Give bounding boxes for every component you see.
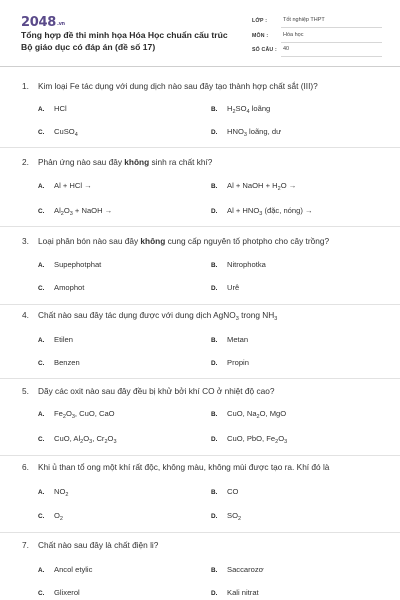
question-divider	[0, 304, 400, 305]
answer-option-d[interactable]	[211, 206, 313, 215]
text-segment: CuO, PbO, Fe	[227, 434, 276, 443]
meta-class	[252, 17, 382, 29]
option-letter: D.	[211, 436, 218, 443]
option-letter: B.	[211, 183, 218, 190]
text-segment: O	[278, 434, 285, 443]
meta-underline	[281, 27, 382, 28]
option-letter: D.	[211, 129, 218, 136]
text-segment: CO	[227, 487, 239, 496]
answer-option-a[interactable]	[38, 565, 92, 574]
meta-label: SỐ CÂU :	[252, 47, 277, 53]
answer-option-a[interactable]	[38, 104, 67, 113]
text-segment: O, MgO	[259, 409, 287, 418]
question-number: 3.	[22, 236, 29, 246]
answer-option-a[interactable]	[38, 181, 92, 190]
text-segment: Phản ứng nào sau đây	[38, 157, 125, 167]
header-divider	[0, 66, 400, 67]
answer-option-d[interactable]	[211, 588, 259, 597]
text-segment: CuSO	[54, 127, 75, 136]
text-segment: HCl	[54, 104, 67, 113]
option-letter: A.	[38, 337, 45, 344]
meta-question-count	[252, 46, 382, 58]
text-segment: Dãy các oxit nào sau đây đều bị khử bởi khí CO ở nhiệt độ cao?	[38, 386, 275, 396]
answer-option-c[interactable]	[38, 206, 112, 215]
question-divider	[0, 147, 400, 148]
answer-option-a[interactable]	[38, 409, 115, 418]
question-stem	[22, 386, 274, 396]
subscript: 2	[62, 414, 66, 420]
text-segment: + NaOH →	[72, 206, 113, 215]
text-segment: Benzen	[54, 358, 80, 367]
text-segment: Al + NaOH + H	[227, 181, 278, 190]
exam-header	[0, 0, 400, 68]
subscript: 2	[80, 439, 84, 445]
text-segment: loãng	[249, 104, 271, 113]
text-segment: Etilen	[54, 335, 73, 344]
text-segment: cung cấp nguyên tố photpho cho cây trồng?	[165, 236, 330, 246]
subscript: 2	[65, 492, 69, 498]
option-letter: C.	[38, 590, 45, 597]
text-segment: Kali nitrat	[227, 588, 259, 597]
subscript: 2	[277, 186, 281, 192]
question-number: 2.	[22, 157, 29, 167]
site-logo[interactable]: 2048.vn	[21, 15, 65, 30]
answer-option-a[interactable]	[38, 260, 101, 269]
option-letter: A.	[38, 106, 45, 113]
answer-option-d[interactable]	[211, 511, 241, 520]
text-segment: , Cr	[92, 434, 105, 443]
text-segment: Kim loại Fe tác dụng với dung dịch nào sau đây tạo thành hợp chất sắt (III)?	[38, 81, 318, 91]
option-letter: D.	[211, 513, 218, 520]
text-segment: Al + HCl →	[54, 181, 92, 190]
subscript: 2	[232, 109, 236, 115]
option-letter: A.	[38, 567, 45, 574]
question-number: 1.	[22, 81, 29, 91]
question-number: 6.	[22, 462, 29, 472]
option-letter: C.	[38, 360, 45, 367]
option-letter: A.	[38, 489, 45, 496]
text-segment: Supephotphat	[54, 260, 102, 269]
text-segment: Propin	[227, 358, 249, 367]
question-divider	[0, 378, 400, 379]
question-divider	[0, 226, 400, 227]
question-stem	[22, 310, 277, 320]
text-segment: H	[227, 104, 233, 113]
text-segment: Chất nào sau đây là chất điện li?	[38, 540, 159, 550]
question-stem	[22, 540, 158, 550]
text-segment: HNO	[227, 127, 244, 136]
answer-option-a[interactable]	[38, 487, 68, 496]
meta-value: 40	[283, 46, 290, 52]
question-stem	[22, 157, 212, 167]
question-number: 4.	[22, 310, 29, 320]
option-letter: B.	[211, 106, 218, 113]
option-letter: C.	[38, 436, 45, 443]
option-letter: C.	[38, 208, 45, 215]
meta-underline	[281, 42, 382, 43]
option-letter: B.	[211, 489, 218, 496]
text-segment: loãng, dư	[246, 127, 282, 136]
answer-option-d[interactable]	[211, 283, 239, 292]
answer-option-d[interactable]	[211, 358, 249, 367]
meta-label: LỚP :	[252, 18, 268, 24]
subscript: 3	[284, 439, 288, 445]
subscript: 3	[274, 316, 278, 322]
subscript: 3	[113, 439, 117, 445]
text-segment: Metan	[227, 335, 249, 344]
subscript: 3	[71, 414, 75, 420]
text-segment: SO	[235, 104, 247, 113]
text-segment: NO	[54, 487, 66, 496]
option-letter: A.	[38, 183, 45, 190]
meta-value: Tốt nghiệp THPT	[283, 17, 325, 23]
emphasis: không	[140, 236, 166, 246]
text-segment: sinh ra chất khí?	[149, 157, 213, 167]
meta-underline	[281, 56, 382, 57]
text-segment: O	[63, 206, 70, 215]
subscript: 3	[89, 439, 93, 445]
option-letter: D.	[211, 208, 218, 215]
text-segment: SO	[227, 511, 238, 520]
text-segment: Ancol etylic	[54, 565, 93, 574]
page-title: Tổng hợp đề thi minh họa Hóa Học chuẩn cấu trúc Bộ giáo dục có đáp án (đề số 17)	[21, 30, 228, 52]
text-segment: O	[107, 434, 114, 443]
answer-option-b[interactable]	[211, 335, 248, 344]
text-segment: Fe	[54, 409, 63, 418]
option-letter: C.	[38, 129, 45, 136]
subscript: 4	[246, 109, 250, 115]
text-segment: Al	[54, 206, 61, 215]
question-stem	[22, 236, 329, 246]
answer-option-c[interactable]	[38, 511, 63, 520]
answer-option-c[interactable]	[38, 283, 84, 292]
text-segment: O	[65, 409, 72, 418]
text-segment: Urê	[227, 283, 240, 292]
question-number: 7.	[22, 540, 29, 550]
text-segment: Khi ủ than tổ ong một khí rất độc, không màu, không mùi được tạo ra. Khí đó là	[38, 462, 330, 472]
option-letter: B.	[211, 567, 218, 574]
text-segment: trong NH	[238, 310, 275, 320]
option-letter: A.	[38, 411, 45, 418]
answer-option-b[interactable]	[211, 487, 238, 496]
text-segment: O →	[280, 181, 297, 190]
answer-option-c[interactable]	[38, 434, 117, 443]
subscript: 2	[256, 414, 260, 420]
option-letter: B.	[211, 337, 218, 344]
option-letter: D.	[211, 590, 218, 597]
question-stem	[22, 81, 318, 91]
answer-option-c[interactable]	[38, 358, 80, 367]
meta-value: Hóa học	[283, 32, 304, 38]
emphasis: không	[124, 157, 150, 167]
answer-option-b[interactable]	[211, 104, 270, 113]
answer-option-a[interactable]	[38, 335, 73, 344]
subscript: 2	[104, 439, 108, 445]
text-segment: Glixerol	[54, 588, 80, 597]
answer-option-b[interactable]	[211, 565, 264, 574]
answer-option-b[interactable]	[211, 260, 266, 269]
answer-option-d[interactable]	[211, 434, 287, 443]
option-letter: C.	[38, 285, 45, 292]
text-segment: Saccarozơ	[227, 565, 264, 574]
question-stem	[22, 462, 329, 472]
answer-option-b[interactable]	[211, 409, 286, 418]
text-segment: Nitrophotka	[227, 260, 266, 269]
answer-option-d[interactable]	[211, 127, 281, 136]
subscript: 3	[243, 132, 247, 138]
text-segment: O	[83, 434, 90, 443]
option-letter: C.	[38, 513, 45, 520]
option-letter: A.	[38, 262, 45, 269]
subscript: 2	[237, 516, 242, 522]
text-segment: Chất nào sau đây tác dụng được với dung dịch AgNO	[38, 310, 236, 320]
answer-option-c[interactable]	[38, 127, 78, 136]
answer-option-b[interactable]	[211, 181, 296, 190]
subscript: 4	[74, 132, 78, 138]
subscript: 2	[275, 439, 279, 445]
text-segment: CuO, Al	[54, 434, 81, 443]
subscript: 3	[235, 316, 239, 322]
meta-label: MÔN :	[252, 33, 269, 39]
option-letter: D.	[211, 360, 218, 367]
text-segment: Amophot	[54, 283, 85, 292]
subscript: 3	[259, 211, 263, 217]
option-letter: B.	[211, 262, 218, 269]
answer-option-c[interactable]	[38, 588, 80, 597]
text-segment: Loại phân bón nào sau đây	[38, 236, 141, 246]
text-segment: Al + HNO	[227, 206, 260, 215]
text-segment: O	[54, 511, 60, 520]
text-segment: (đặc, nóng) →	[262, 206, 313, 215]
text-segment: , CuO, CaO	[74, 409, 115, 418]
question-number: 5.	[22, 386, 29, 396]
option-letter: D.	[211, 285, 218, 292]
meta-subject	[252, 32, 382, 44]
question-divider	[0, 455, 400, 456]
text-segment: CuO, Na	[227, 409, 257, 418]
subscript: 2	[60, 211, 64, 217]
option-letter: B.	[211, 411, 218, 418]
subscript: 2	[59, 516, 63, 522]
subscript: 3	[69, 211, 73, 217]
question-divider	[0, 532, 400, 533]
